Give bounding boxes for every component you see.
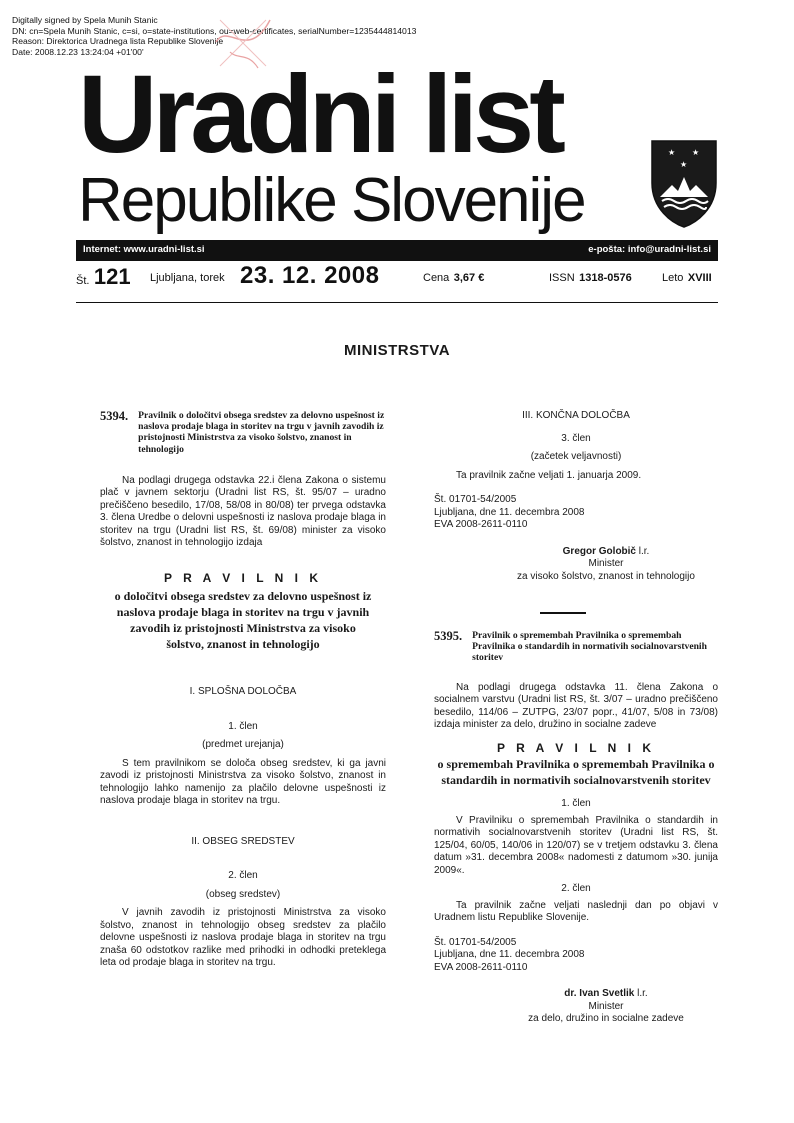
issue-issn (549, 268, 632, 298)
signatory-lr: l.r. (634, 988, 648, 1000)
reference-number: Št. 01701-54/2005 (434, 936, 517, 948)
clause-subheading: (začetek veljavnosti) (530, 451, 622, 462)
right-column-article (434, 630, 718, 1026)
article-number: 5394. (100, 409, 129, 423)
clause-heading: 1. člen (228, 720, 258, 732)
svg-text:★: ★ (680, 160, 688, 169)
signature-block (434, 546, 718, 584)
signature-line: Digitally signed by Spela Munih Stanic (12, 15, 158, 25)
signatory-lr: l.r. (636, 545, 650, 557)
left-column (100, 410, 386, 970)
email-link[interactable]: e-pošta: info@uradni-list.si (588, 244, 711, 255)
signatory-role: Minister (588, 558, 624, 569)
reference-number: Št. 01701-54/2005 (434, 494, 517, 505)
svg-text:★: ★ (668, 148, 676, 157)
pravilnik-heading: P R A V I L N I K (496, 740, 656, 755)
issue-place-day: Ljubljana, torek (150, 272, 225, 284)
issue-year (662, 268, 712, 298)
clause-text: V Pravilniku o spremembah Pravilnika o standardih in normativih socialnovarstvenih storitev (Uradni list RS, št. 125/04, 60/05, 140/06 in 120/07) se v tretjem odstavku 3. člena datum »31. decembra 2008« nadomesti z datumom »30. junija 2009«. (434, 814, 718, 876)
signatory-role-detail: za delo, družino in socialne zadeve (528, 1013, 684, 1025)
price-value: 3,67 € (453, 272, 485, 284)
signatory-role-detail: za visoko šolstvo, znanost in tehnologijo (517, 570, 695, 582)
signature-line: DN: cn=Spela Munih Stanic, c=si, o=state-institutions, ou=web-certificates, serialNumber=1235444814013 (12, 25, 417, 36)
issue-number-label: Št. (76, 275, 90, 287)
right-column (434, 410, 718, 583)
issn-label: ISSN (549, 272, 575, 284)
year-value: XVIII (687, 272, 712, 284)
clause-text: Ta pravilnik začne veljati 1. januarja 2009. (456, 469, 642, 481)
signatory-name: dr. Ivan Svetlik (564, 988, 635, 1000)
signature-line: Reason: Direktorica Uradnega lista Republike Slovenije (12, 36, 224, 46)
chapter-heading: III. KONČNA DOLOČBA (522, 410, 630, 421)
internet-link[interactable]: Internet: www.uradni-list.si (83, 244, 205, 255)
reference-date: Ljubljana, dne 11. decembra 2008 (434, 949, 585, 961)
price-label: Cena (423, 272, 450, 284)
section-title: MINISTRSTVA (343, 342, 451, 359)
reference-eva: EVA 2008-2611-0110 (434, 519, 528, 530)
article-title: Pravilnik o spremembah Pravilnika o spremembah Pravilnika o standardih in normativih socialnovarstvenih storitev (472, 630, 707, 664)
signature-block (434, 988, 718, 1026)
intro-paragraph: Na podlagi drugega odstavka 11. člena Zakona o socialnem varstvu (Uradni list RS, št. 3/07 – uradno prečiščeno besedilo, 114/06 – ZUTPG, 23/07 popr., 41/07, 5/08 in 73/08) izdaja minister za delo, družino in socialne zadeve (434, 681, 718, 731)
clause-heading: 3. člen (561, 432, 591, 444)
clause-heading: 2. člen (561, 883, 591, 895)
issn-value: 1318-0576 (579, 272, 632, 284)
issue-date (240, 262, 379, 292)
article-number: 5395. (434, 629, 463, 643)
clause-subheading: (obseg sredstev) (205, 888, 281, 900)
coat-of-arms-icon (650, 137, 718, 229)
reference-date: Ljubljana, dne 11. decembra 2008 (434, 506, 585, 518)
masthead-bar (76, 240, 718, 261)
header-rule (76, 302, 718, 303)
chapter-heading: I. SPLOŠNA DOLOČBA (189, 686, 297, 698)
chapter-heading: II. OBSEG SREDSTEV (191, 835, 295, 847)
clause-heading: 1. člen (561, 798, 591, 810)
year-label: Leto (662, 272, 684, 284)
clause-text: V javnih zavodih iz pristojnosti Ministrstva za visoko šolstvo, znanost in tehnologijo obseg sredstev za plačilo delovne uspešnosti iz naslova prodaje blaga in storitev na trgu znaša 60 odstotkov razlike med prihodki in odhodki preteklega leta od prodaje blaga in storitev na trgu. (100, 907, 386, 969)
issue-price (423, 268, 484, 298)
article-title: Pravilnik o določitvi obsega sredstev za delovno uspešnost iz naslova prodaje blaga in storitev na trgu v javnih zavodih iz pristojnosti Ministrstva za visoko šolstvo, znanost in tehnologijo (138, 410, 385, 455)
issue-date-text: 23. 12. 2008 (240, 262, 380, 289)
reference-eva: EVA 2008-2611-0110 (434, 961, 528, 973)
signatory-role: Minister (588, 1000, 624, 1012)
issue-number: 121 (93, 264, 131, 289)
pravilnik-title: o spremembah Pravilnika o spremembah Pravilnika o standardih in normativih socialnovarstvenih storitev (437, 757, 715, 788)
issue-place (150, 268, 225, 298)
signatory-name: Gregor Golobič (562, 545, 636, 557)
clause-text: S tem pravilnikom se določa obseg sredstev, ki ga javni zavodi iz pristojnosti Ministrstva za visoko šolstvo, znanost in tehnologijo lahko namenijo za plačilo delovne uspešnosti iz naslova prodaje blaga in storitev na trgu. (100, 757, 386, 807)
masthead-title: Uradni list (78, 53, 561, 176)
issue-number-group (76, 264, 131, 294)
masthead-subtitle: Republike Slovenije (78, 166, 585, 235)
pravilnik-title: o določitvi obsega sredstev za delovno uspešnost iz naslova prodaje blaga in storitev na trgu v javnih zavodih iz pristojnosti Ministrstva za visoko šolstvo, znanost in tehnologijo (114, 589, 372, 652)
clause-subheading: (predmet urejanja) (202, 739, 284, 751)
pravilnik-heading: P R A V I L N I K (163, 570, 323, 585)
clause-text: Ta pravilnik začne veljati naslednji dan po objavi v Uradnem listu Republike Slovenije. (434, 899, 718, 924)
signature-line: Date: 2008.12.23 13:24:04 +01'00' (12, 46, 144, 57)
intro-paragraph: Na podlagi drugega odstavka 22.i člena Zakona o sistemu plač v javnem sektorju (Uradni list RS, št. 95/07 – uradno prečiščeno besedilo, 17/08, 58/08 in 80/08) ter prvega odstavka 3. člena Uredbe o delovni uspešnosti iz naslova prodaje blaga in storitev na trgu (Uradni list RS, št. 69/08) minister za visoko šolstvo, znanost in tehnologijo izdaja (100, 474, 386, 549)
svg-text:★: ★ (692, 148, 700, 157)
article-separator (540, 612, 586, 614)
clause-heading: 2. člen (228, 870, 258, 882)
